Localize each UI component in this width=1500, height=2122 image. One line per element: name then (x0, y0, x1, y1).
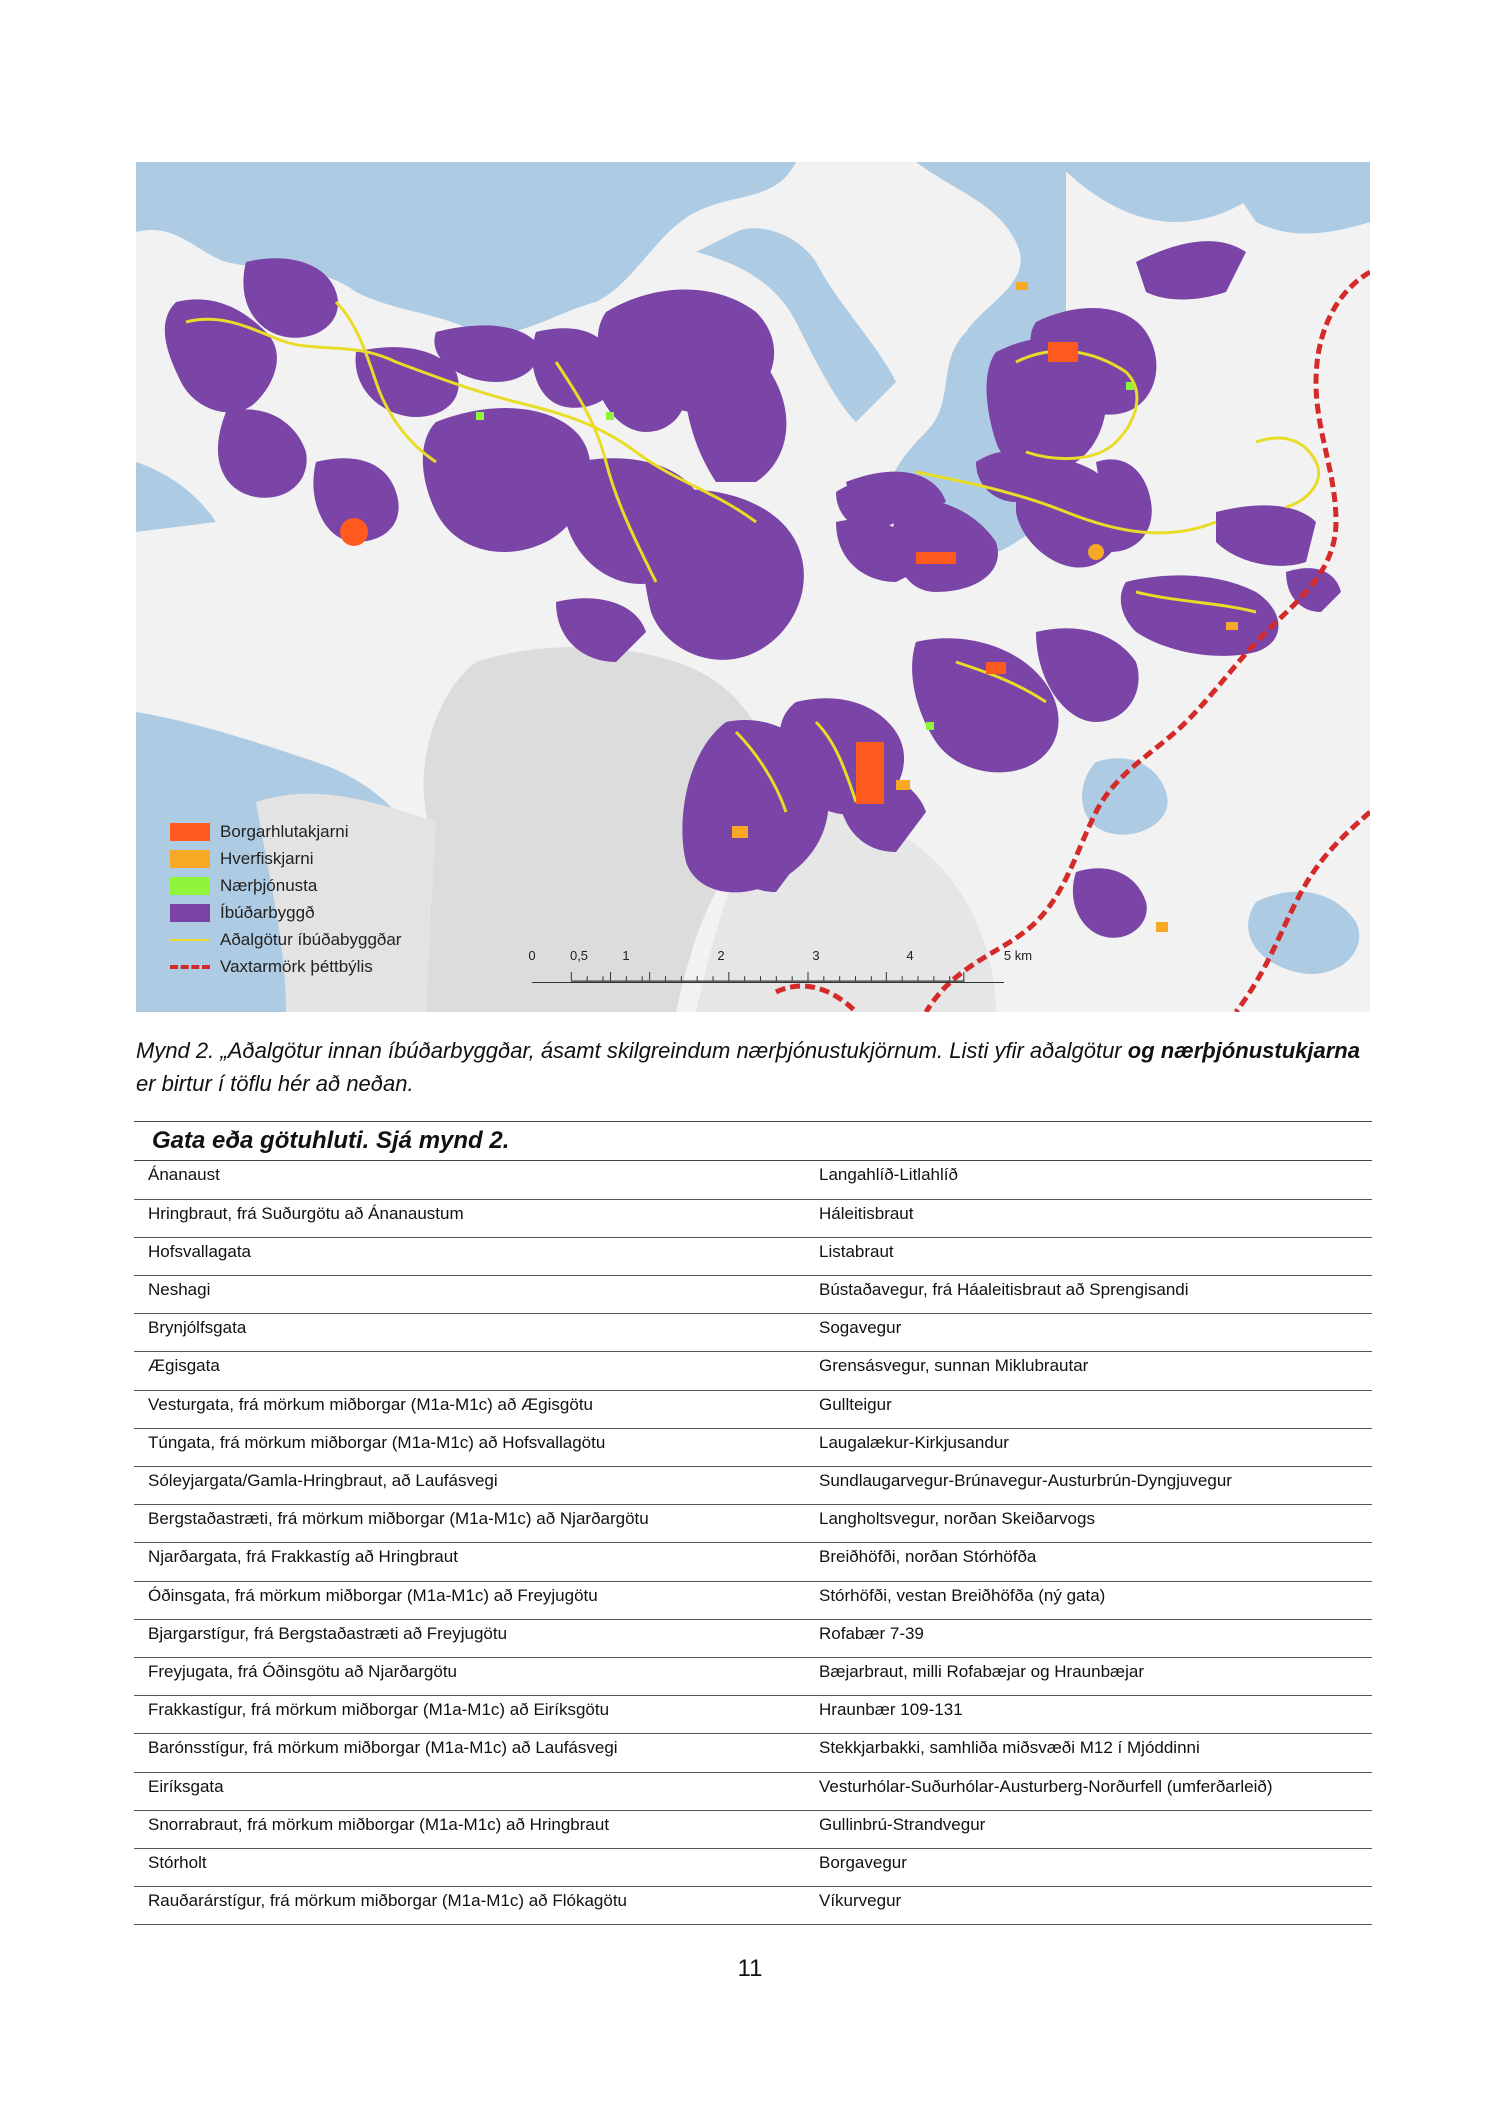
legend-swatch (170, 877, 210, 895)
table-cell: Bæjarbraut, milli Rofabæjar og Hraunbæjar (805, 1657, 1372, 1695)
table-cell: Víkurvegur (805, 1887, 1372, 1925)
table-cell: Neshagi (134, 1276, 805, 1314)
scale-label: 0 (528, 948, 536, 963)
scale-label: 3 (812, 948, 820, 963)
table-cell: Hringbraut, frá Suðurgötu að Ánanaustum (134, 1199, 805, 1237)
table-row (134, 1657, 1372, 1695)
figure-caption (136, 1034, 1376, 1100)
legend-item-adalgotur (170, 926, 401, 953)
table-cell: Freyjugata, frá Óðinsgötu að Njarðargötu (134, 1657, 805, 1695)
legend-label: Aðalgötur íbúðabyggðar (220, 929, 402, 949)
table-cell: Ánanaust (134, 1161, 805, 1199)
scale-ruler (532, 972, 1004, 983)
legend-item-ibudarbyggd (170, 899, 401, 926)
legend-item-naerthjonusta (170, 872, 401, 899)
legend-label: Nærþjónusta (220, 875, 318, 895)
table-cell: Stekkjarbakki, samhliða miðsvæði M12 í Mjóddinni (805, 1734, 1372, 1772)
table-row (134, 1810, 1372, 1848)
table-row (134, 1543, 1372, 1581)
table-cell: Eiríksgata (134, 1772, 805, 1810)
legend-line (170, 965, 210, 969)
table-row (134, 1734, 1372, 1772)
page-number: 11 (737, 1955, 763, 1982)
table-row (134, 1505, 1372, 1543)
table-row (134, 1467, 1372, 1505)
table-cell: Gullteigur (805, 1390, 1372, 1428)
table-row (134, 1696, 1372, 1734)
legend-label: Vaxtarmörk þéttbýlis (220, 956, 373, 976)
table-row (134, 1887, 1372, 1925)
legend-label: Hverfiskjarni (220, 848, 314, 868)
scale-label: 0,5 (569, 948, 589, 963)
scale-label: 4 (906, 948, 914, 963)
legend-item-borgarhlutakjarni (170, 818, 401, 845)
table-cell: Langahlíð-Litlahlíð (805, 1161, 1372, 1199)
table-cell: Njarðargata, frá Frakkastíg að Hringbraut (134, 1543, 805, 1581)
table-cell: Brynjólfsgata (134, 1314, 805, 1352)
caption-text: Mynd 2. „Aðalgötur innan íbúðarbyggðar, ásamt skilgreindum nærþjónustukjörnum. Listi yfir aðalgötur (136, 1038, 1128, 1063)
table-cell: Óðinsgata, frá mörkum miðborgar (M1a-M1c) að Freyjugötu (134, 1581, 805, 1619)
table-cell: Listabraut (805, 1237, 1372, 1275)
caption-text-end: er birtur í töflu hér að neðan. (136, 1071, 414, 1096)
legend-item-vaxtarmork (170, 953, 401, 980)
table-cell: Langholtsvegur, norðan Skeiðarvogs (805, 1505, 1372, 1543)
table-row (134, 1161, 1372, 1199)
table-cell: Grensásvegur, sunnan Miklubrautar (805, 1352, 1372, 1390)
legend-label: Borgarhlutakjarni (220, 821, 349, 841)
table-cell: Frakkastígur, frá mörkum miðborgar (M1a-M1c) að Eiríksgötu (134, 1696, 805, 1734)
table-row (134, 1276, 1372, 1314)
legend-swatch (170, 850, 210, 868)
table-cell: Gullinbrú-Strandvegur (805, 1810, 1372, 1848)
scale-label: 1 (622, 948, 630, 963)
table-row (134, 1619, 1372, 1657)
map-legend (170, 818, 401, 980)
table-row (134, 1390, 1372, 1428)
table-cell: Hraunbær 109-131 (805, 1696, 1372, 1734)
table-cell: Bergstaðastræti, frá mörkum miðborgar (M1a-M1c) að Njarðargötu (134, 1505, 805, 1543)
legend-swatch (170, 823, 210, 841)
table-cell: Hofsvallagata (134, 1237, 805, 1275)
street-table (134, 1121, 1372, 1925)
legend-line (170, 939, 210, 941)
table-row (134, 1848, 1372, 1886)
table-cell: Túngata, frá mörkum miðborgar (M1a-M1c) að Hofsvallagötu (134, 1428, 805, 1466)
table-row (134, 1772, 1372, 1810)
table-cell: Ægisgata (134, 1352, 805, 1390)
street-table-body (134, 1161, 1372, 1925)
table-row (134, 1352, 1372, 1390)
scale-bar (528, 948, 1033, 988)
scale-label: 2 (717, 948, 725, 963)
table-cell: Vesturgata, frá mörkum miðborgar (M1a-M1c) að Ægisgötu (134, 1390, 805, 1428)
scale-label: 5 km (1003, 948, 1033, 963)
table-cell: Bjargarstígur, frá Bergstaðastræti að Freyjugötu (134, 1619, 805, 1657)
caption-bold-text: og nærþjónustukjarna (1127, 1038, 1360, 1063)
table-row (134, 1314, 1372, 1352)
table-cell: Sundlaugarvegur-Brúnavegur-Austurbrún-Dyngjuvegur (805, 1467, 1372, 1505)
table-cell: Sóleyjargata/Gamla-Hringbraut, að Laufásvegi (134, 1467, 805, 1505)
table-cell: Bústaðavegur, frá Háaleitisbraut að Sprengisandi (805, 1276, 1372, 1314)
table-title: Gata eða götuhluti. Sjá mynd 2. (134, 1121, 1372, 1161)
table-cell: Stórhöfði, vestan Breiðhöfða (ný gata) (805, 1581, 1372, 1619)
table-cell: Snorrabraut, frá mörkum miðborgar (M1a-M1c) að Hringbraut (134, 1810, 805, 1848)
table-row (134, 1237, 1372, 1275)
table-cell: Borgavegur (805, 1848, 1372, 1886)
table-cell: Barónsstígur, frá mörkum miðborgar (M1a-M1c) að Laufásvegi (134, 1734, 805, 1772)
table-cell: Sogavegur (805, 1314, 1372, 1352)
table-cell: Rofabær 7-39 (805, 1619, 1372, 1657)
table-cell: Rauðarárstígur, frá mörkum miðborgar (M1a-M1c) að Flókagötu (134, 1887, 805, 1925)
table-row (134, 1581, 1372, 1619)
table-cell: Háleitisbraut (805, 1199, 1372, 1237)
legend-item-hverfiskjarni (170, 845, 401, 872)
table-row (134, 1428, 1372, 1466)
table-cell: Vesturhólar-Suðurhólar-Austurberg-Norðurfell (umferðarleið) (805, 1772, 1372, 1810)
table-cell: Breiðhöfði, norðan Stórhöfða (805, 1543, 1372, 1581)
legend-swatch (170, 904, 210, 922)
table-row (134, 1199, 1372, 1237)
table-cell: Laugalækur-Kirkjusandur (805, 1428, 1372, 1466)
legend-label: Íbúðarbyggð (220, 902, 315, 922)
table-cell: Stórholt (134, 1848, 805, 1886)
